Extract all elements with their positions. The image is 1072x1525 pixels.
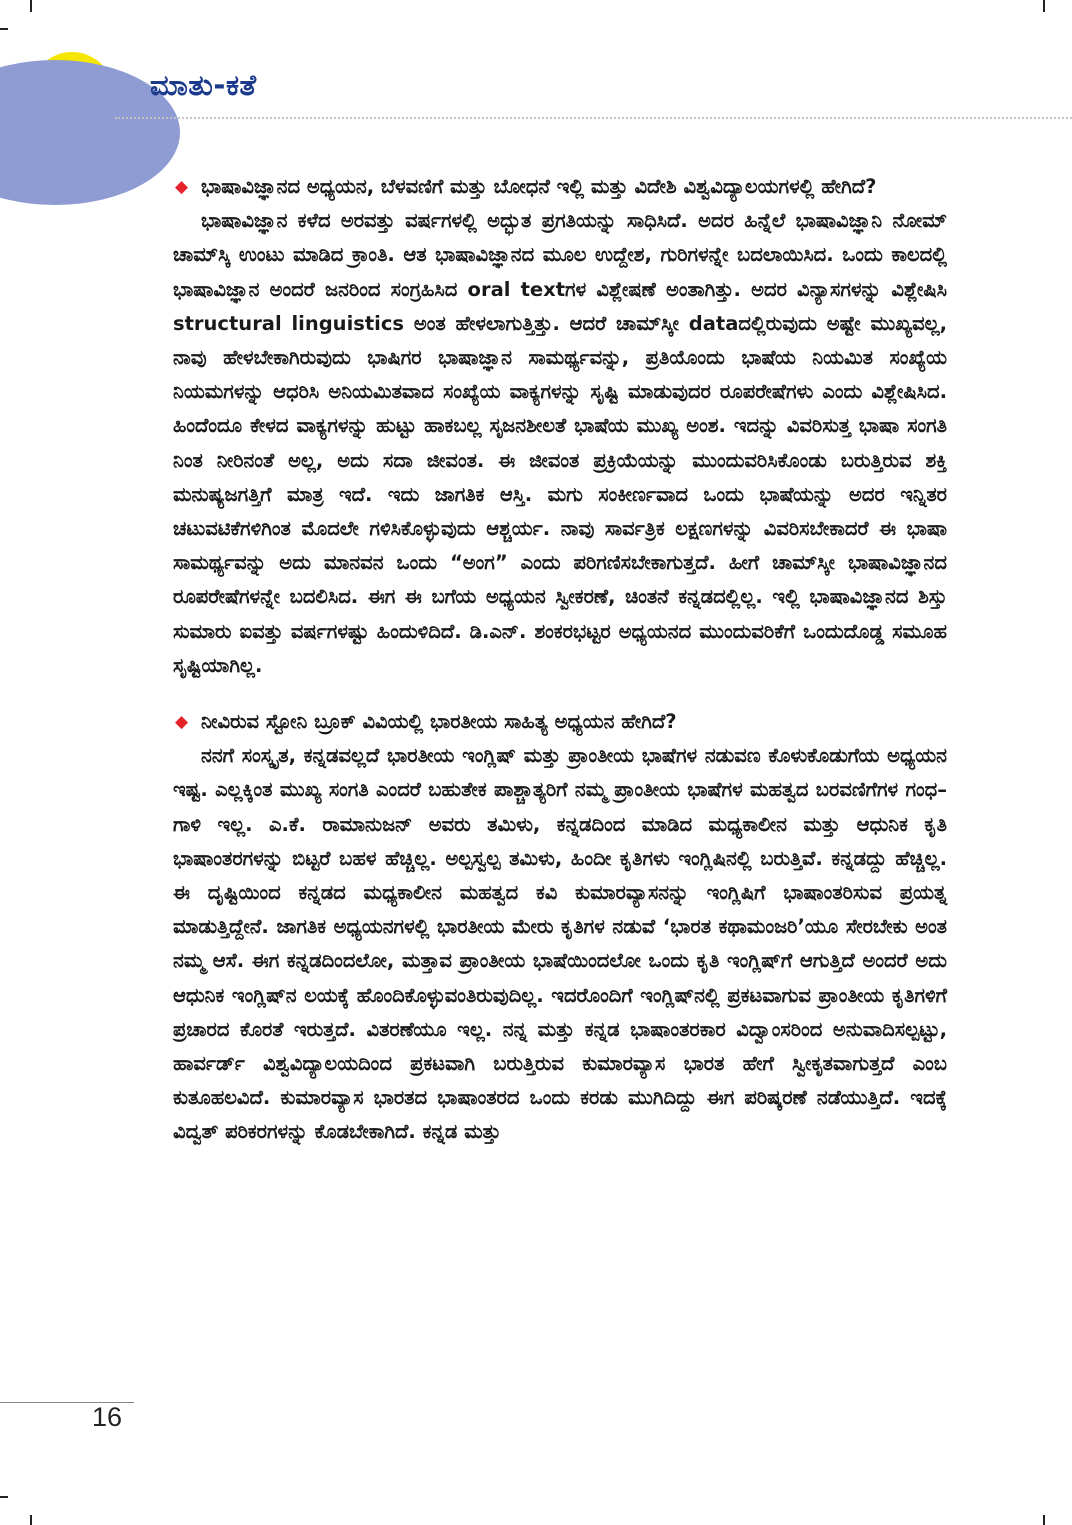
answer-2: ನನಗೆ ಸಂಸ್ಕೃತ, ಕನ್ನಡವಲ್ಲದೆ ಭಾರತೀಯ ಇಂಗ್ಲಿಷ್ ಮತ್ತು ಪ್ರಾಂತೀಯ ಭಾಷೆಗಳ ನಡುವಣ ಕೊಳುಕೊಡುಗೆಯ ಅಧ್ಯಯನ ಇಷ್ಟ. ಎಲ್ಲಕ್ಕಿಂತ ಮುಖ್ಯ ಸಂಗತಿ ಎಂದರೆ ಬಹುತೇಕ ಪಾಶ್ಚಾತ್ಯರಿಗೆ ನಮ್ಮ ಪ್ರಾಂತೀಯ ಭಾಷೆಗಳ ಮಹತ್ವದ ಬರವಣಿಗೆಗಳ ಗಂಧ–ಗಾಳಿ ಇಲ್ಲ. ಎ.ಕೆ. ರಾಮಾನುಜನ್ ಅವರು ತಮಿಳು, ಕನ್ನಡದಿಂದ ಮಾಡಿದ ಮಧ್ಯಕಾಲೀನ ಮತ್ತು ಆಧುನಿಕ ಕೃತಿ ಭಾಷಾಂತರಗಳನ್ನು ಬಿಟ್ಟರೆ ಬಹಳ ಹೆಚ್ಚಿಲ್ಲ. ಅಲ್ಪಸ್ವಲ್ಪ ತಮಿಳು, ಹಿಂದೀ ಕೃತಿಗಳು ಇಂಗ್ಲಿಷಿನಲ್ಲಿ ಬರುತ್ತಿವೆ. ಕನ್ನಡದ್ದು ಹೆಚ್ಚಿಲ್ಲ. ಈ ದೃಷ್ಟಿಯಿಂದ ಕನ್ನಡದ ಮಧ್ಯಕಾಲೀನ ಮಹತ್ವದ ಕವಿ ಕುಮಾರವ್ಯಾಸನನ್ನು ಇಂಗ್ಲಿಷಿಗೆ ಭಾಷಾಂತರಿಸುವ ಪ್ರಯತ್ನ ಮಾಡುತ್ತಿದ್ದೇನೆ. ಜಾಗತಿಕ ಅಧ್ಯಯನಗಳಲ್ಲಿ ಭಾರತೀಯ ಮೇರು ಕೃತಿಗಳ ನಡುವೆ ‘ಭಾರತ ಕಥಾಮಂಜರಿ’ಯೂ ಸೇರಬೇಕು ಅಂತ ನಮ್ಮ ಆಸೆ. ಈಗ ಕನ್ನಡದಿಂದಲೋ, ಮತ್ತಾವ ಪ್ರಾಂತೀಯ ಭಾಷೆಯಿಂದಲೋ ಒಂದು ಕೃತಿ ಇಂಗ್ಲಿಷ್‌ಗೆ ಆಗುತ್ತಿದೆ ಅಂದರೆ ಅದು ಆಧುನಿಕ ಇಂಗ್ಲಿಷ್‌ನ ಲಯಕ್ಕೆ ಹೊಂದಿಕೊಳ್ಳುವಂತಿರುವುದಿಲ್ಲ. ಇದರೊಂದಿಗೆ ಇಂಗ್ಲಿಷ್‌ನಲ್ಲಿ ಪ್ರಕಟವಾಗುವ ಪ್ರಾಂತೀಯ ಕೃತಿಗಳಿಗೆ ಪ್ರಚಾರದ ಕೊರತೆ ಇರುತ್ತದೆ. ವಿತರಣೆಯೂ ಇಲ್ಲ. ನನ್ನ ಮತ್ತು ಕನ್ನಡ ಭಾಷಾಂತರಕಾರ ವಿದ್ವಾಂಸರಿಂದ ಅನುವಾದಿಸಲ್ಪಟ್ಟು, ಹಾರ್ವರ್ಡ್ ವಿಶ್ವವಿದ್ಯಾಲಯದಿಂದ ಪ್ರಕಟವಾಗಿ ಬರುತ್ತಿರುವ ಕುಮಾರವ್ಯಾಸ ಭಾರತ ಹೇಗೆ ಸ್ವೀಕೃತವಾಗುತ್ತದೆ ಎಂಬ ಕುತೂಹಲವಿದೆ. ಕುಮಾರವ್ಯಾಸ ಭಾರತದ ಭಾಷಾಂತರದ ಒಂದು ಕರಡು ಮುಗಿದಿದ್ದು ಈಗ ಪರಿಷ್ಕರಣೆ ನಡೆಯುತ್ತಿದೆ. ಇದಕ್ಕೆ ವಿದ್ವತ್ ಪರಿಕರಗಳನ್ನು ಕೊಡಬೇಕಾಗಿದೆ. ಕನ್ನಡ ಮತ್ತು — [173, 744, 947, 1144]
answer-1: ಭಾಷಾವಿಜ್ಞಾನ ಕಳೆದ ಅರವತ್ತು ವರ್ಷಗಳಲ್ಲಿ ಅದ್ಭುತ ಪ್ರಗತಿಯನ್ನು ಸಾಧಿಸಿದೆ. ಅದರ ಹಿನ್ನೆಲೆ ಭಾಷಾವಿಜ್ಞಾನಿ ನೋಮ್ ಚಾಮ್‌ಸ್ಕಿ ಉಂಟು ಮಾಡಿದ ಕ್ರಾಂತಿ. ಆತ ಭಾಷಾವಿಜ್ಞಾನದ ಮೂಲ ಉದ್ದೇಶ, ಗುರಿಗಳನ್ನೇ ಬದಲಾಯಿಸಿದ. ಒಂದು ಕಾಲದಲ್ಲಿ ಭಾಷಾವಿಜ್ಞಾನ ಅಂದರೆ ಜನರಿಂದ ಸಂಗ್ರಹಿಸಿದ oral textಗಳ ವಿಶ್ಲೇಷಣೆ ಅಂತಾಗಿತ್ತು. ಅದರ ವಿನ್ಯಾಸಗಳನ್ನು ವಿಶ್ಲೇಷಿಸಿ structural linguistics ಅಂತ ಹೇಳಲಾಗುತ್ತಿತ್ತು. ಆದರೆ ಚಾಮ್‌ಸ್ಕೀ dataದಲ್ಲಿರುವುದು ಅಷ್ಟೇ ಮುಖ್ಯವಲ್ಲ, ನಾವು ಹೇಳಬೇಕಾಗಿರುವುದು ಭಾಷಿಗರ ಭಾಷಾಜ್ಞಾನ ಸಾಮರ್ಥ್ಯವನ್ನು, ಪ್ರತಿಯೊಂದು ಭಾಷೆಯ ನಿಯಮಿತ ಸಂಖ್ಯೆಯ ನಿಯಮಗಳನ್ನು ಆಧರಿಸಿ ಅನಿಯಮಿತವಾದ ಸಂಖ್ಯೆಯ ವಾಕ್ಯಗಳನ್ನು ಸೃಷ್ಟಿ ಮಾಡುವುದರ ರೂಪರೇಷೆಗಳು ಎಂದು ವಿಶ್ಲೇಷಿಸಿದ. ಹಿಂದೆಂದೂ ಕೇಳದ ವಾಕ್ಯಗಳನ್ನು ಹುಟ್ಟು ಹಾಕಬಲ್ಲ ಸೃಜನಶೀಲತೆ ಭಾಷೆಯ ಮುಖ್ಯ ಅಂಶ. ಇದನ್ನು ವಿವರಿಸುತ್ತ ಭಾಷಾ ಸಂಗತಿ ನಿಂತ ನೀರಿನಂತೆ ಅಲ್ಲ, ಅದು ಸದಾ ಜೀವಂತ. ಈ ಜೀವಂತ ಪ್ರಕ್ರಿಯೆಯನ್ನು ಮುಂದುವರಿಸಿಕೊಂಡು ಬರುತ್ತಿರುವ ಶಕ್ತಿ ಮನುಷ್ಯಜಗತ್ತಿಗೆ ಮಾತ್ರ ಇದೆ. ಇದು ಜಾಗತಿಕ ಆಸ್ತಿ. ಮಗು ಸಂಕೀರ್ಣವಾದ ಒಂದು ಭಾಷೆಯನ್ನು ಅದರ ಇನ್ನಿತರ ಚಟುವಟಿಕೆಗಳಿಗಿಂತ ಮೊದಲೇ ಗಳಿಸಿಕೊಳ್ಳುವುದು ಆಶ್ಚರ್ಯ. ನಾವು ಸಾರ್ವತ್ರಿಕ ಲಕ್ಷಣಗಳನ್ನು ವಿವರಿಸಬೇಕಾದರೆ ಈ ಭಾಷಾ ಸಾಮರ್ಥ್ಯವನ್ನು ಅದು ಮಾನವನ ಒಂದು “ಅಂಗ” ಎಂದು ಪರಿಗಣಿಸಬೇಕಾಗುತ್ತದೆ. ಹೀಗೆ ಚಾಮ್‌ಸ್ಕೀ ಭಾಷಾವಿಜ್ಞಾನದ ರೂಪರೇಷೆಗಳನ್ನೇ ಬದಲಿಸಿದ. ಈಗ ಈ ಬಗೆಯ ಅಧ್ಯಯನ ಸ್ವೀಕರಣೆ, ಚಿಂತನೆ ಕನ್ನಡದಲ್ಲಿಲ್ಲ. ಇಲ್ಲಿ ಭಾಷಾವಿಜ್ಞಾನದ ಶಿಸ್ತು ಸುಮಾರು ಐವತ್ತು ವರ್ಷಗಳಷ್ಟು ಹಿಂದುಳಿದಿದೆ. ಡಿ.ಎನ್. ಶಂಕರಭಟ್ಟರ ಅಧ್ಯಯನದ ಮುಂದುವರಿಕೆಗೆ ಒಂದುದೊಡ್ಡ ಸಮೂಹ ಸೃಷ್ಟಿಯಾಗಿಲ್ಲ. — [173, 209, 947, 677]
crop-mark-bottom-right — [1043, 1515, 1045, 1525]
diamond-bullet-icon: ◆ — [175, 712, 189, 733]
crop-mark-top-left — [30, 0, 32, 12]
crop-mark-top-right — [1043, 0, 1045, 12]
crop-mark-left-bottom — [0, 1496, 8, 1498]
section-spacer — [173, 683, 947, 705]
question-1-text: ಭಾಷಾವಿಜ್ಞಾನದ ಅಧ್ಯಯನ, ಬೆಳವಣಿಗೆ ಮತ್ತು ಬೋಧನೆ ಇಲ್ಲಿ ಮತ್ತು ವಿದೇಶಿ ವಿಶ್ವವಿದ್ಯಾಲಯಗಳಲ್ಲಿ ಹೇಗಿದೆ? — [201, 175, 877, 198]
question-1 — [173, 170, 947, 204]
header-dotted-rule — [115, 117, 1072, 119]
page-number: 16 — [92, 1402, 123, 1432]
qa-block-1 — [173, 170, 947, 683]
article-body — [173, 170, 947, 1150]
crop-mark-left-top — [0, 28, 8, 30]
question-2 — [173, 705, 947, 739]
qa-block-2 — [173, 705, 947, 1150]
crop-mark-bottom-left — [30, 1515, 32, 1525]
diamond-bullet-icon: ◆ — [175, 177, 189, 197]
question-2-text: ನೀವಿರುವ ಸ್ಟೋನಿ ಬ್ರೂಕ್ ವಿವಿಯಲ್ಲಿ ಭಾರತೀಯ ಸಾಹಿತ್ಯ ಅಧ್ಯಯನ ಹೇಗಿದೆ? — [201, 710, 677, 734]
section-title: ಮಾತು-ಕತೆ — [150, 68, 257, 102]
